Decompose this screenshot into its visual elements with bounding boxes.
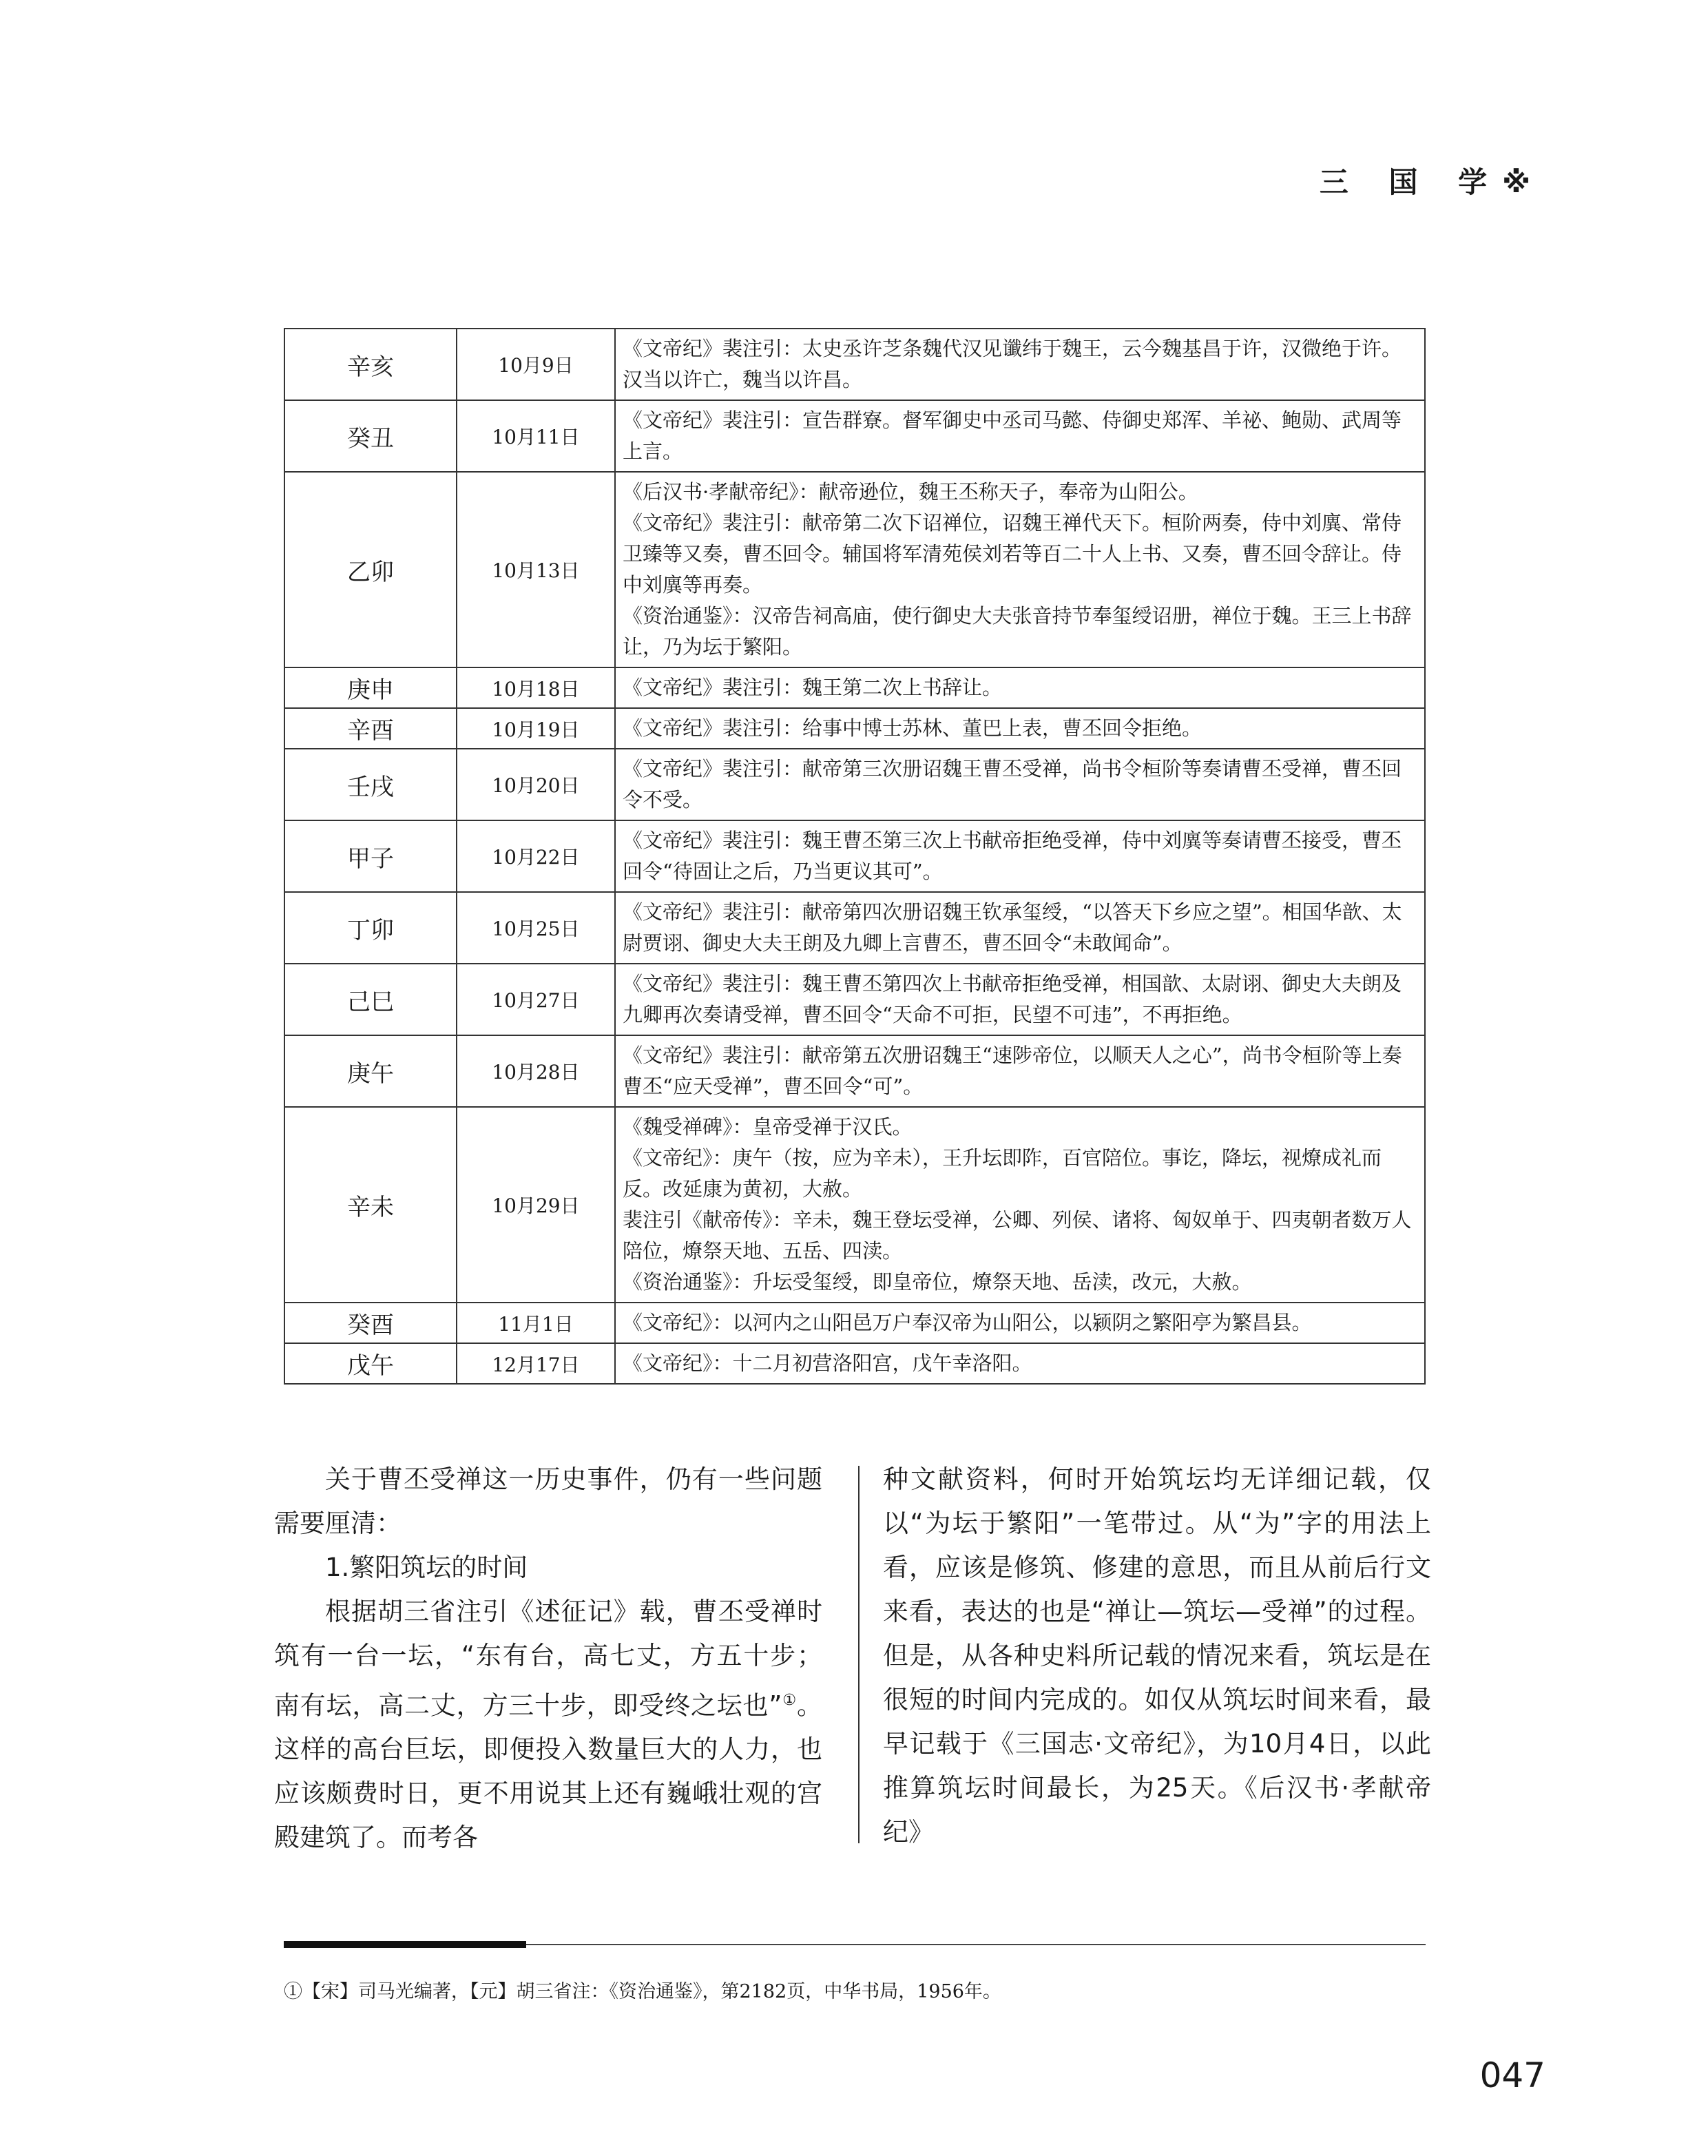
- table-row: [284, 892, 1425, 964]
- source-line: 《文帝纪》裴注引：献帝第二次下诏禅位，诏魏王禅代天下。桓阶两奏，侍中刘廙、常侍卫臻等又奏，曹丕回令。辅国将军清苑侯刘若等百二十人上书、又奏，曹丕回令辞让。侍中刘廙等再奏。: [623, 511, 1402, 597]
- source-cell: [615, 708, 1425, 749]
- source-cell: [615, 1107, 1425, 1303]
- source-line: 《资治通鉴》：汉帝告祠高庙，使行御史大夫张音持节奉玺绶诏册，禅位于魏。王三上书辞让，乃为坛于繁阳。: [623, 604, 1412, 659]
- date-cell: 10月27日: [457, 964, 615, 1035]
- source-line: 《文帝纪》裴注引：献帝第五次册诏魏王“速陟帝位，以顺天人之心”，尚书令桓阶等上奏曹丕“应天受禅”，曹丕回令“可”。: [623, 1044, 1402, 1098]
- page-number: 047: [1479, 2055, 1545, 2095]
- source-line: 《文帝纪》：十二月初营洛阳宫，戊午幸洛阳。: [623, 1351, 1032, 1375]
- source-line: 裴注引《献帝传》：辛未，魏王登坛受禅，公卿、列侯、诸将、匈奴单于、四夷朝者数万人陪位，燎祭天地、五岳、四渎。: [623, 1208, 1412, 1263]
- ganzhi-cell: 己巳: [284, 964, 457, 1035]
- table-row: [284, 820, 1425, 892]
- footnote: ①【宋】司马光编著，【元】胡三省注：《资治通鉴》，第2182页，中华书局，1956年。: [284, 1981, 1001, 2002]
- ganzhi-cell: 癸酉: [284, 1303, 457, 1343]
- date-cell: 10月25日: [457, 892, 615, 964]
- ganzhi-cell: 戊午: [284, 1343, 457, 1384]
- table-row: [284, 1303, 1425, 1343]
- source-line: 《文帝纪》裴注引：献帝第四次册诏魏王钦承玺绶，“以答天下乡应之望”。相国华歆、太尉贾诩、御史大夫王朗及九卿上言曹丕，曹丕回令“未敢闻命”。: [623, 900, 1402, 955]
- ganzhi-cell: 甲子: [284, 820, 457, 892]
- date-cell: 10月28日: [457, 1035, 615, 1107]
- source-cell: [615, 400, 1425, 472]
- source-cell: [615, 472, 1425, 667]
- table-row: [284, 329, 1425, 400]
- paragraph-text: 。这样的高台巨坛，即便投入数量巨大的人力，也应该颇费时日，更不用说其上还有巍峨壮观的宫殿建筑了。而考各: [274, 1690, 822, 1853]
- chronology-table: [284, 328, 1426, 1385]
- table-row: [284, 472, 1425, 667]
- body-column-right: [883, 1458, 1431, 1854]
- table-row: [284, 749, 1425, 820]
- table-row: [284, 708, 1425, 749]
- date-cell: 10月13日: [457, 472, 615, 667]
- body-column-left: [274, 1458, 822, 1860]
- ganzhi-cell: 辛酉: [284, 708, 457, 749]
- table-row: [284, 964, 1425, 1035]
- source-line: 《魏受禅碑》：皇帝受禅于汉氏。: [623, 1115, 913, 1139]
- section-heading: 1.繁阳筑坛的时间: [325, 1553, 528, 1582]
- source-line: 《文帝纪》裴注引：魏王第二次上书辞让。: [623, 676, 1003, 699]
- ganzhi-cell: 辛未: [284, 1107, 457, 1303]
- source-line: 《文帝纪》裴注引：给事中博士苏林、董巴上表，曹丕回令拒绝。: [623, 716, 1202, 740]
- ganzhi-cell: 乙卯: [284, 472, 457, 667]
- ganzhi-cell: 辛亥: [284, 329, 457, 400]
- date-cell: 11月1日: [457, 1303, 615, 1343]
- table-row: [284, 1035, 1425, 1107]
- source-cell: [615, 1303, 1425, 1343]
- table-row: [284, 1343, 1425, 1384]
- source-cell: [615, 749, 1425, 820]
- source-cell: [615, 892, 1425, 964]
- paragraph: 关于曹丕受禅这一历史事件，仍有一些问题需要厘清：: [274, 1464, 822, 1538]
- date-cell: 10月18日: [457, 667, 615, 708]
- date-cell: 10月19日: [457, 708, 615, 749]
- source-line: 《后汉书·孝献帝纪》：献帝逊位，魏王丕称天子，奉帝为山阳公。: [623, 480, 1198, 504]
- source-line: 《文帝纪》：庚午（按，应为辛未），王升坛即阼，百官陪位。事讫，降坛，视燎成礼而反。改延康为黄初，大赦。: [623, 1146, 1382, 1201]
- source-cell: [615, 1343, 1425, 1384]
- ganzhi-cell: 庚申: [284, 667, 457, 708]
- source-cell: [615, 329, 1425, 400]
- ganzhi-cell: 庚午: [284, 1035, 457, 1107]
- footnote-rule-accent: [284, 1941, 526, 1948]
- date-cell: 10月29日: [457, 1107, 615, 1303]
- source-line: 《文帝纪》裴注引：献帝第三次册诏魏王曹丕受禅，尚书令桓阶等奏请曹丕受禅，曹丕回令不受。: [623, 757, 1402, 811]
- source-line: 《文帝纪》裴注引：魏王曹丕第四次上书献帝拒绝受禅，相国歆、太尉诩、御史大夫朗及九卿再次奏请受禅，曹丕回令“天命不可拒，民望不可违”，不再拒绝。: [623, 972, 1402, 1026]
- source-cell: [615, 964, 1425, 1035]
- ganzhi-cell: 丁卯: [284, 892, 457, 964]
- ganzhi-cell: 壬戌: [284, 749, 457, 820]
- source-line: 《文帝纪》：以河内之山阳邑万户奉汉帝为山阳公，以颍阴之繁阳亭为繁昌县。: [623, 1311, 1312, 1334]
- date-cell: 10月11日: [457, 400, 615, 472]
- column-divider: [858, 1466, 860, 1843]
- source-cell: [615, 667, 1425, 708]
- source-line: 《文帝纪》裴注引：太史丞许芝条魏代汉见谶纬于魏王，云今魏基昌于许，汉微绝于许。汉当以许亡，魏当以许昌。: [623, 337, 1402, 391]
- date-cell: 10月9日: [457, 329, 615, 400]
- table-row: [284, 1107, 1425, 1303]
- ganzhi-cell: 癸丑: [284, 400, 457, 472]
- source-line: 《文帝纪》裴注引：魏王曹丕第三次上书献帝拒绝受禅，侍中刘廙等奏请曹丕接受，曹丕回令“待固让之后，乃当更议其可”。: [623, 829, 1402, 883]
- source-cell: [615, 820, 1425, 892]
- paragraph: [274, 1590, 822, 1860]
- running-header: 三 国 学※: [1319, 165, 1545, 199]
- date-cell: 10月22日: [457, 820, 615, 892]
- paragraph-text: 根据胡三省注引《述征记》载，曹丕受禅时筑有一台一坛，“东有台，高七丈，方五十步；南有坛，高二丈，方三十步，即受终之坛也”: [274, 1597, 822, 1721]
- table-row: [284, 667, 1425, 708]
- source-line: 《文帝纪》裴注引：宣告群寮。督军御史中丞司马懿、侍御史郑浑、羊祕、鲍勋、武周等上言。: [623, 408, 1402, 463]
- table-row: [284, 400, 1425, 472]
- footnote-ref: ①: [782, 1691, 797, 1709]
- paragraph: 种文献资料，何时开始筑坛均无详细记载，仅以“为坛于繁阳”一笔带过。从“为”字的用法上看，应该是修筑、修建的意思，而且从前后行文来看，表达的也是“禅让—筑坛—受禅”的过程。但是，从各种史料所记载的情况来看，筑坛是在很短的时间内完成的。如仅从筑坛时间来看，最早记载于《三国志·文帝纪》，为10月4日，以此推算筑坛时间最长，为25天。《后汉书·孝献帝纪》: [883, 1464, 1431, 1847]
- date-cell: 12月17日: [457, 1343, 615, 1384]
- source-line: 《资治通鉴》：升坛受玺绶，即皇帝位，燎祭天地、岳渎，改元，大赦。: [623, 1270, 1252, 1294]
- source-cell: [615, 1035, 1425, 1107]
- date-cell: 10月20日: [457, 749, 615, 820]
